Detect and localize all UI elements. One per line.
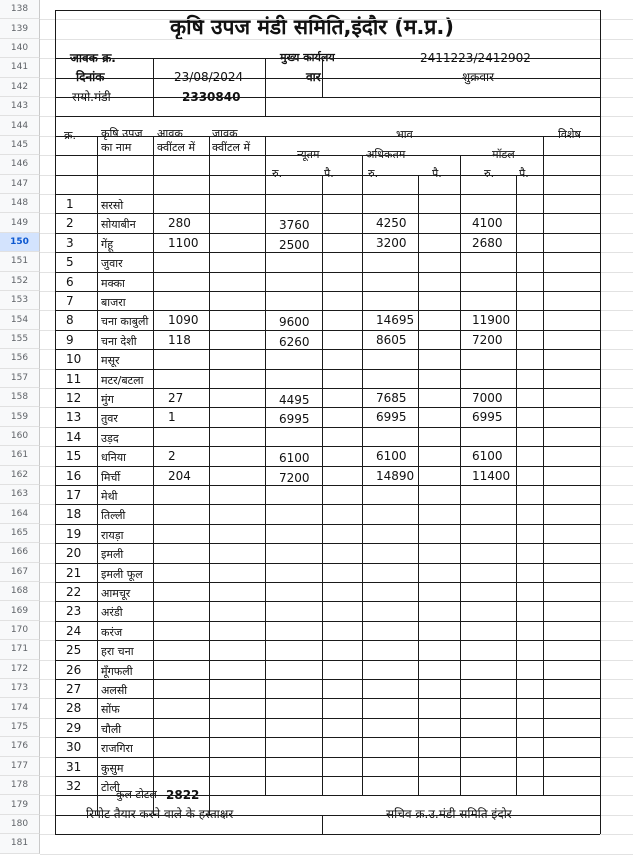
table-border bbox=[209, 136, 210, 796]
table-border bbox=[55, 272, 600, 273]
row-serial: 32 bbox=[66, 779, 82, 793]
produce-name: टोली bbox=[101, 781, 120, 794]
header-max: अधिकतम bbox=[366, 148, 406, 161]
header-min: न्यूतम bbox=[297, 148, 320, 161]
row-header-164[interactable]: 164 bbox=[0, 504, 40, 523]
row-header-166[interactable]: 166 bbox=[0, 543, 40, 562]
min-price: 6100 bbox=[279, 451, 310, 466]
row-serial: 15 bbox=[66, 449, 82, 464]
model-price: 11900 bbox=[472, 313, 511, 328]
row-serial: 13 bbox=[66, 410, 82, 425]
min-price: 4495 bbox=[279, 393, 310, 407]
produce-name: इमली bbox=[101, 548, 124, 562]
row-serial: 10 bbox=[66, 352, 82, 367]
produce-name: आमचूर bbox=[101, 587, 131, 600]
produce-name: गेंहू bbox=[101, 237, 114, 251]
produce-name: सोंफ bbox=[101, 703, 120, 717]
row-header-180[interactable]: 180 bbox=[0, 815, 40, 834]
table-border bbox=[55, 485, 600, 486]
header-arrival: आवक क्वींटल में bbox=[157, 127, 196, 154]
produce-name: अलसी bbox=[101, 684, 128, 697]
page-title: कृषि उपज मंडी समिति,इंदौर (म.प्र.) bbox=[170, 15, 454, 39]
header-serial: क्र. bbox=[64, 129, 76, 142]
row-header-147[interactable]: 147 bbox=[0, 175, 40, 194]
footer-signature: रिपोट तैयार करने वाले के हस्ताक्षर bbox=[86, 807, 234, 821]
arrival-qty: 1100 bbox=[168, 235, 199, 250]
header-model: मॉडल bbox=[492, 148, 515, 161]
office-phone: 2411223/2412902 bbox=[420, 51, 531, 65]
header-remarks: विशेष bbox=[558, 128, 581, 141]
row-serial: 18 bbox=[66, 507, 82, 522]
row-header-145[interactable]: 145 bbox=[0, 136, 40, 155]
min-price: 6995 bbox=[279, 412, 310, 427]
produce-name: सोयाबीन bbox=[101, 218, 136, 232]
table-border bbox=[55, 582, 600, 583]
table-border bbox=[516, 175, 517, 796]
table-border bbox=[265, 175, 543, 176]
max-price: 8605 bbox=[376, 332, 407, 347]
produce-name: बाजरा bbox=[101, 296, 126, 309]
row-header-156[interactable]: 156 bbox=[0, 349, 40, 368]
table-border bbox=[55, 291, 600, 292]
produce-name: मूँगफली bbox=[101, 664, 133, 678]
row-serial: 30 bbox=[66, 740, 82, 755]
row-header-141[interactable]: 141 bbox=[0, 58, 40, 77]
row-header-179[interactable]: 179 bbox=[0, 795, 40, 814]
produce-name: कुसुम bbox=[101, 761, 124, 775]
table-border bbox=[55, 58, 56, 834]
table-border bbox=[55, 504, 600, 505]
table-border bbox=[55, 815, 600, 816]
row-header-139[interactable]: 139 bbox=[0, 19, 40, 38]
produce-name: मटर/बटला bbox=[101, 373, 144, 387]
row-serial: 23 bbox=[66, 604, 82, 619]
table-border bbox=[55, 407, 600, 408]
row-header-174[interactable]: 174 bbox=[0, 698, 40, 717]
arrival-qty: 1090 bbox=[168, 313, 199, 328]
day-value: शुक्रवार bbox=[462, 70, 495, 84]
table-border bbox=[55, 737, 600, 738]
row-serial: 19 bbox=[66, 526, 82, 541]
table-border bbox=[55, 330, 600, 331]
model-price: 2680 bbox=[472, 235, 503, 250]
row-serial: 14 bbox=[66, 429, 82, 444]
produce-name: मुंग bbox=[101, 393, 114, 406]
table-border bbox=[55, 10, 56, 58]
table-border bbox=[265, 155, 543, 156]
sayo-label: सयो.मंडी bbox=[72, 90, 111, 104]
header-dispatch: जावक क्वींटल में bbox=[212, 127, 251, 154]
row-serial: 22 bbox=[66, 585, 82, 599]
office-label: मुख्य कार्यलय bbox=[280, 51, 335, 64]
row-header-142[interactable]: 142 bbox=[0, 78, 40, 97]
row-serial: 17 bbox=[66, 488, 82, 502]
table-border bbox=[55, 679, 600, 680]
row-serial: 29 bbox=[66, 720, 82, 735]
max-price: 3200 bbox=[376, 235, 407, 250]
model-price: 7200 bbox=[472, 332, 503, 347]
row-header-151[interactable]: 151 bbox=[0, 252, 40, 271]
row-header-144[interactable]: 144 bbox=[0, 116, 40, 135]
produce-name: उड़द bbox=[101, 431, 119, 445]
produce-name: रायड़ा bbox=[101, 528, 124, 542]
table-border bbox=[55, 233, 600, 234]
row-header-171[interactable]: 171 bbox=[0, 640, 40, 659]
row-header-181[interactable]: 181 bbox=[0, 834, 40, 853]
table-border bbox=[55, 78, 600, 79]
table-border bbox=[153, 136, 154, 796]
row-serial: 6 bbox=[66, 274, 74, 289]
table-border bbox=[55, 136, 600, 137]
table-border bbox=[55, 58, 600, 59]
row-serial: 16 bbox=[66, 468, 82, 483]
row-serial: 5 bbox=[66, 255, 74, 270]
produce-name: धनिया bbox=[101, 451, 126, 465]
table-border bbox=[55, 194, 600, 195]
row-header-154[interactable]: 154 bbox=[0, 310, 40, 329]
row-header-148[interactable]: 148 bbox=[0, 194, 40, 213]
model-price: 7000 bbox=[472, 391, 503, 405]
row-header-169[interactable]: 169 bbox=[0, 601, 40, 620]
table-border bbox=[153, 795, 154, 814]
table-border bbox=[55, 543, 600, 544]
row-serial: 20 bbox=[66, 546, 82, 561]
table-border bbox=[97, 136, 98, 796]
table-border bbox=[55, 795, 600, 796]
table-border bbox=[600, 10, 601, 834]
total-label: कुल टोटल bbox=[116, 788, 157, 801]
produce-name: चना काबुली bbox=[101, 315, 149, 329]
row-serial: 24 bbox=[66, 623, 82, 638]
produce-name: तुवर bbox=[101, 412, 118, 426]
table-border bbox=[55, 369, 600, 370]
row-header-157[interactable]: 157 bbox=[0, 369, 40, 388]
row-header-143[interactable]: 143 bbox=[0, 97, 40, 116]
table-border bbox=[460, 155, 461, 795]
table-border bbox=[55, 252, 600, 253]
header-price: भाव bbox=[396, 128, 413, 141]
table-border bbox=[55, 10, 600, 11]
row-header-175[interactable]: 175 bbox=[0, 718, 40, 737]
produce-name: करंज bbox=[101, 625, 123, 639]
produce-name: इमली फूल bbox=[101, 567, 143, 581]
table-border bbox=[55, 563, 600, 564]
table-border bbox=[55, 621, 600, 622]
row-serial: 21 bbox=[66, 565, 82, 580]
max-price: 14695 bbox=[376, 313, 415, 328]
row-header-162[interactable]: 162 bbox=[0, 466, 40, 485]
gridline bbox=[40, 19, 633, 20]
row-header-173[interactable]: 173 bbox=[0, 679, 40, 698]
header-model-paise: पै. bbox=[519, 167, 529, 180]
row-serial: 26 bbox=[66, 662, 82, 677]
table-border bbox=[322, 58, 323, 97]
min-price: 6260 bbox=[279, 334, 310, 349]
header-produce: कृषि उपज का नाम bbox=[101, 127, 143, 154]
min-price: 7200 bbox=[279, 470, 310, 485]
max-price: 6995 bbox=[376, 410, 407, 425]
row-serial: 8 bbox=[66, 313, 74, 328]
date-label: दिनांक bbox=[76, 70, 105, 84]
table-border bbox=[543, 136, 544, 796]
gridline bbox=[40, 854, 633, 855]
model-price: 4100 bbox=[472, 216, 503, 231]
table-border bbox=[362, 155, 363, 795]
table-border bbox=[55, 757, 600, 758]
row-header-161[interactable]: 161 bbox=[0, 446, 40, 465]
row-serial: 28 bbox=[66, 701, 82, 716]
row-header-163[interactable]: 163 bbox=[0, 485, 40, 504]
table-border bbox=[97, 795, 98, 814]
javak-label: जावक क्र. bbox=[70, 51, 116, 65]
table-border bbox=[55, 446, 600, 447]
table-border bbox=[55, 698, 600, 699]
produce-name: अरंडी bbox=[101, 606, 123, 620]
produce-name: हरा चना bbox=[101, 645, 134, 659]
row-header-153[interactable]: 153 bbox=[0, 291, 40, 310]
table-border bbox=[55, 466, 600, 467]
row-serial: 25 bbox=[66, 643, 82, 658]
table-border bbox=[418, 175, 419, 796]
row-header-158[interactable]: 158 bbox=[0, 388, 40, 407]
produce-name: मेथी bbox=[101, 490, 118, 503]
table-border bbox=[55, 213, 600, 214]
produce-name: राजगिरा bbox=[101, 742, 133, 756]
header-min-paise: पै. bbox=[324, 167, 334, 180]
row-serial: 11 bbox=[66, 371, 82, 386]
row-serial: 3 bbox=[66, 235, 74, 250]
arrival-qty: 280 bbox=[168, 216, 191, 231]
produce-name: मसूर bbox=[101, 354, 120, 368]
model-price: 6995 bbox=[472, 410, 503, 425]
table-border bbox=[322, 815, 323, 834]
table-border bbox=[55, 427, 600, 428]
table-border bbox=[153, 58, 154, 116]
arrival-qty: 1 bbox=[168, 410, 176, 425]
row-serial: 27 bbox=[66, 682, 82, 696]
max-price: 6100 bbox=[376, 449, 407, 464]
row-header-138[interactable]: 138 bbox=[0, 0, 40, 19]
model-price: 6100 bbox=[472, 449, 503, 464]
header-max-paise: पै. bbox=[432, 167, 442, 180]
row-serial: 12 bbox=[66, 391, 82, 405]
produce-name: मक्का bbox=[101, 276, 125, 290]
min-price: 9600 bbox=[279, 315, 310, 330]
row-header-149[interactable]: 149 bbox=[0, 213, 40, 232]
row-serial: 2 bbox=[66, 216, 74, 231]
row-header-146[interactable]: 146 bbox=[0, 155, 40, 174]
row-header-170[interactable]: 170 bbox=[0, 621, 40, 640]
table-border bbox=[265, 58, 266, 116]
table-border bbox=[209, 795, 210, 814]
produce-name: जुवार bbox=[101, 257, 123, 271]
table-border bbox=[55, 795, 56, 834]
header-max-rupee: रु. bbox=[368, 167, 379, 180]
produce-name: सरसो bbox=[101, 199, 124, 212]
table-border bbox=[55, 640, 600, 641]
table-border bbox=[55, 660, 600, 661]
row-header-177[interactable]: 177 bbox=[0, 757, 40, 776]
produce-name: चना देशी bbox=[101, 334, 137, 348]
table-border bbox=[55, 776, 600, 777]
table-border bbox=[55, 524, 600, 525]
arrival-qty: 204 bbox=[168, 468, 191, 483]
row-header-168[interactable]: 168 bbox=[0, 582, 40, 601]
row-header-172[interactable]: 172 bbox=[0, 660, 40, 679]
gridline bbox=[40, 39, 633, 40]
row-header-167[interactable]: 167 bbox=[0, 563, 40, 582]
table-border bbox=[265, 136, 266, 796]
produce-name: मिर्ची bbox=[101, 470, 121, 484]
row-serial: 31 bbox=[66, 759, 82, 774]
header-min-rupee: रु. bbox=[272, 167, 283, 180]
total-value: 2822 bbox=[166, 788, 200, 802]
table-border bbox=[322, 175, 323, 796]
row-header-150[interactable]: 150 bbox=[0, 233, 40, 252]
row-header-159[interactable]: 159 bbox=[0, 407, 40, 426]
produce-name: तिल्ली bbox=[101, 509, 126, 523]
table-border bbox=[55, 310, 600, 311]
row-header-160[interactable]: 160 bbox=[0, 427, 40, 446]
table-border bbox=[55, 349, 600, 350]
date-value: 23/08/2024 bbox=[174, 70, 244, 84]
table-border bbox=[55, 718, 600, 719]
max-price: 14890 bbox=[376, 468, 415, 483]
min-price: 3760 bbox=[279, 218, 310, 233]
row-serial: 9 bbox=[66, 332, 74, 347]
table-border bbox=[55, 116, 600, 117]
max-price: 4250 bbox=[376, 216, 407, 231]
row-serial: 7 bbox=[66, 294, 74, 308]
table-border bbox=[55, 97, 600, 98]
row-header-155[interactable]: 155 bbox=[0, 330, 40, 349]
table-border bbox=[55, 388, 600, 389]
arrival-qty: 2 bbox=[168, 449, 176, 464]
row-header-176[interactable]: 176 bbox=[0, 737, 40, 756]
row-header-178[interactable]: 178 bbox=[0, 776, 40, 795]
min-price: 2500 bbox=[279, 237, 310, 252]
arrival-qty: 27 bbox=[168, 391, 184, 405]
day-label: वार bbox=[306, 70, 321, 84]
arrival-qty: 118 bbox=[168, 332, 191, 347]
max-price: 7685 bbox=[376, 391, 407, 405]
table-border bbox=[55, 601, 600, 602]
header-model-rupee: रु. bbox=[484, 167, 495, 180]
row-serial: 1 bbox=[66, 197, 74, 211]
row-header-140[interactable]: 140 bbox=[0, 39, 40, 58]
row-header-152[interactable]: 152 bbox=[0, 272, 40, 291]
table-border bbox=[55, 834, 600, 835]
row-header-165[interactable]: 165 bbox=[0, 524, 40, 543]
model-price: 11400 bbox=[472, 468, 511, 483]
footer-secretary: सचिव क्र.उ.मंडी समिति इंदोर bbox=[386, 807, 512, 821]
produce-name: चौली bbox=[101, 722, 122, 736]
sayo-value: 2330840 bbox=[182, 90, 241, 104]
